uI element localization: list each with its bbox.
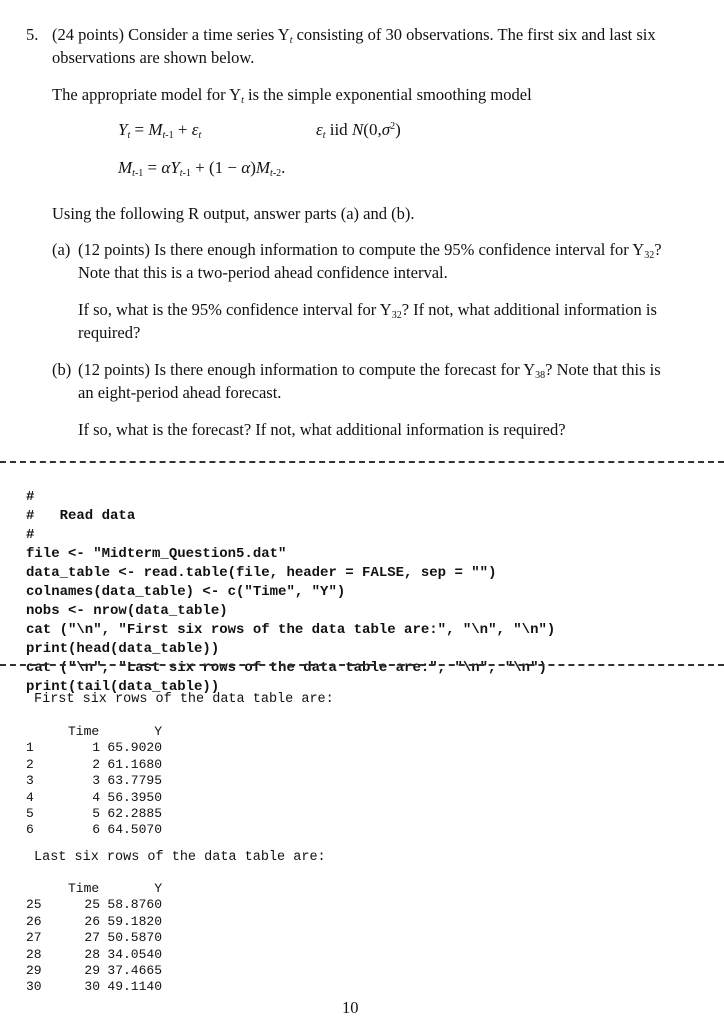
time-cell: 25: [84, 897, 100, 913]
row-name: 28: [26, 946, 42, 962]
y-cell: 59.1820: [107, 913, 162, 929]
code-divider-top: [0, 461, 724, 463]
last-rows-heading: Last six rows of the data table are:: [34, 850, 326, 865]
code-line: print(head(data_table)): [26, 641, 220, 657]
question-points: (24 points): [52, 25, 124, 44]
table-row: [26, 963, 162, 979]
instructions-line: Using the following R output, answer parts (a) and (b).: [52, 204, 415, 223]
code-line: #: [26, 489, 35, 505]
y-cell: 37.4665: [107, 962, 162, 978]
code-line: colnames(data_table) <- c("Time", "Y"): [26, 584, 346, 600]
row-name: 4: [26, 789, 34, 805]
table-row: [26, 897, 162, 913]
code-line: # Read data: [26, 508, 136, 524]
table-row: [26, 979, 162, 995]
time-cell: 26: [84, 913, 100, 929]
time-cell: 4: [92, 789, 100, 805]
part-a-line3-text-b: ? If not, what additional information is: [401, 300, 657, 319]
y-cell: 58.8760: [107, 897, 162, 913]
time-cell: 3: [92, 773, 100, 789]
part-a-line3-text: If so, what is the 95% confidence interval for Y: [78, 300, 392, 319]
r-code-block: [26, 469, 555, 716]
last-rows-table: [26, 881, 162, 996]
table-row: [26, 757, 162, 773]
part-a-line3: If so, what is the 95% confidence interval for $Y_{32}$? If not, what additional information is: [78, 300, 657, 321]
part-b-line1-text-b: ? Note that this is: [545, 360, 661, 379]
code-line: print(tail(data_table)): [26, 679, 220, 695]
equation-level: $M_{t-1} = \alpha Y_{t-1} + (1 - \alpha)M_{t-2}$.: [118, 158, 286, 179]
time-cell: 5: [92, 805, 100, 821]
time-cell: 29: [84, 962, 100, 978]
model-line: The appropriate model for $Y_t$ is the simple exponential smoothing model: [52, 85, 532, 106]
row-name: 1: [26, 740, 34, 756]
part-b-line2: an eight-period ahead forecast.: [78, 383, 282, 402]
code-line: cat ("\n", "Last six rows of the data table are:", "\n", "\n"): [26, 660, 547, 676]
question-number: 5.: [26, 25, 39, 44]
y-cell: 62.2885: [107, 805, 162, 821]
y-cell: 61.1680: [107, 756, 162, 772]
part-a-line2: Note that this is a two-period ahead confidence interval.: [78, 263, 448, 282]
code-line: nobs <- nrow(data_table): [26, 603, 228, 619]
y-cell: 50.5870: [107, 930, 162, 946]
part-b-line3: If so, what is the forecast? If not, what additional information is required?: [78, 420, 566, 439]
table-row: [26, 822, 162, 838]
part-a-line4: required?: [78, 323, 141, 342]
code-line: cat ("\n", "First six rows of the data table are:", "\n", "\n"): [26, 622, 556, 638]
part-a-subscript: 32: [644, 250, 655, 261]
row-name: 3: [26, 773, 34, 789]
y-cell: 49.1140: [107, 979, 162, 995]
y-cell: 65.9020: [107, 740, 162, 756]
equation-observation: $Y_t = M_{t-1} + \varepsilon_t$: [118, 120, 202, 141]
time-cell: 28: [84, 946, 100, 962]
col-time-header: Time: [68, 881, 100, 896]
table-row: [26, 790, 162, 806]
part-b-subscript: 38: [535, 370, 546, 381]
y-cell: 34.0540: [107, 946, 162, 962]
table-row: [26, 914, 162, 930]
equation-noise: $\varepsilon_t$ iid $N(0,\sigma^2)$: [316, 120, 401, 141]
col-time-header: Time: [68, 724, 100, 739]
row-name: 25: [26, 897, 42, 913]
y-cell: 64.5070: [107, 822, 162, 838]
time-cell: 1: [92, 740, 100, 756]
part-a-line1: (12 points) Is there enough information to compute the 95% confidence interval for $Y_{32}$?: [78, 240, 662, 261]
time-cell: 27: [84, 930, 100, 946]
first-rows-table: [26, 724, 162, 839]
row-name: 5: [26, 805, 34, 821]
model-line-text: The appropriate model for Y: [52, 85, 242, 104]
table-row: [26, 947, 162, 963]
row-name: 27: [26, 930, 42, 946]
table-row: [26, 806, 162, 822]
part-b-line1-text: (12 points) Is there enough information to compute the forecast for Y: [78, 360, 536, 379]
y-cell: 63.7795: [107, 773, 162, 789]
part-b-label: (b): [52, 360, 72, 379]
first-rows-heading: First six rows of the data table are:: [34, 692, 334, 707]
time-cell: 30: [84, 979, 100, 995]
table-row: [26, 930, 162, 946]
page-number: 10: [342, 998, 359, 1017]
y-cell: 56.3950: [107, 789, 162, 805]
model-line-text-b: is the simple exponential smoothing model: [247, 85, 532, 104]
table-row: [26, 740, 162, 756]
col-y-header: Y: [154, 724, 162, 739]
question-intro-text: Consider a time series Y: [128, 25, 290, 44]
question-intro-line2: observations are shown below.: [52, 48, 255, 67]
time-cell: 6: [92, 822, 100, 838]
part-a-label: (a): [52, 240, 71, 259]
col-y-header: Y: [154, 881, 162, 896]
question-intro-text-b: consisting of 30 observations. The first six and last six: [296, 25, 656, 44]
row-name: 26: [26, 913, 42, 929]
question-intro-line1: (24 points) Consider a time series $Y_t$ consisting of 30 observations. The first six and last six: [52, 25, 656, 46]
row-name: 29: [26, 962, 42, 978]
code-line: data_table <- read.table(file, header = FALSE, sep = ""): [26, 565, 497, 581]
table-header: [26, 724, 162, 740]
time-cell: 2: [92, 756, 100, 772]
row-name: 2: [26, 756, 34, 772]
code-divider-bottom: [0, 664, 724, 666]
code-line: file <- "Midterm_Question5.dat": [26, 546, 287, 562]
table-row: [26, 773, 162, 789]
row-name: 6: [26, 822, 34, 838]
row-name: 30: [26, 979, 42, 995]
table-header: [26, 881, 162, 897]
part-a-line1-text: (12 points) Is there enough information to compute the 95% confidence interval for Y: [78, 240, 645, 259]
code-line: #: [26, 527, 35, 543]
